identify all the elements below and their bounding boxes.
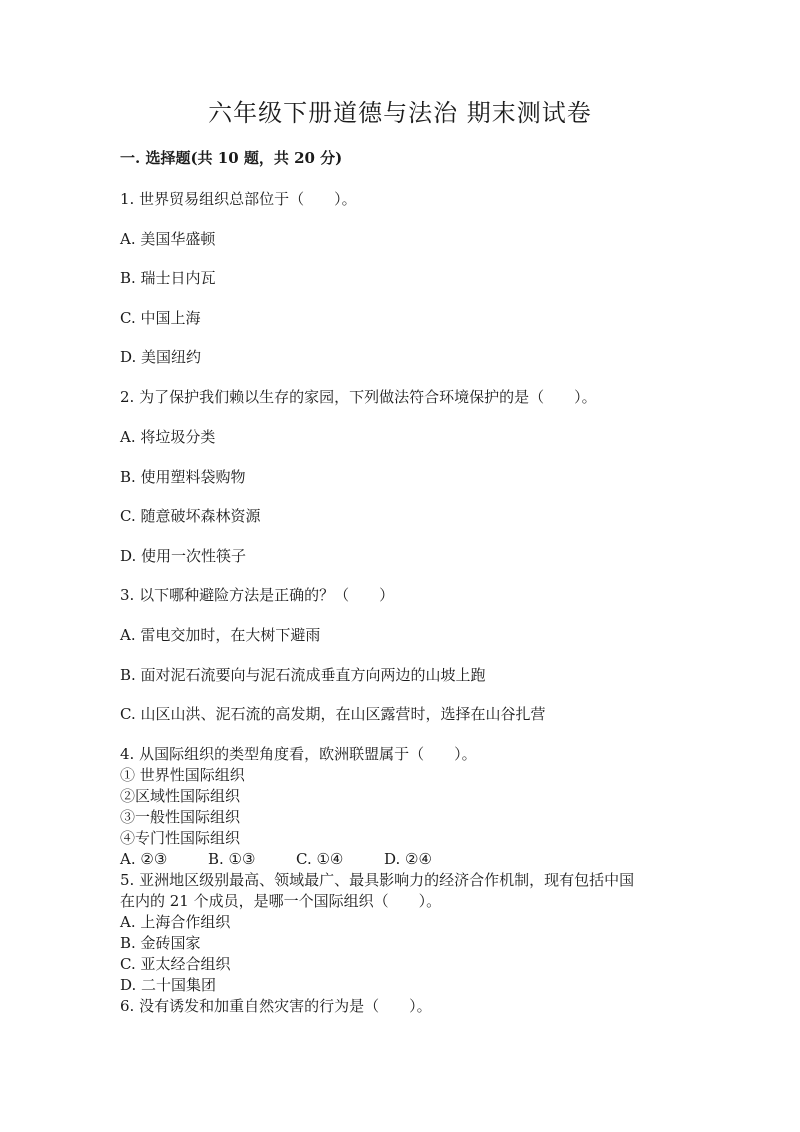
question-2-stem: 2. 为了保护我们赖以生存的家园，下列做法符合环境保护的是（ ）。 (120, 388, 597, 406)
section-heading: 一. 选择题(共 10 题，共 20 分) (120, 149, 343, 167)
question-4-item-2: ②区域性国际组织 (120, 787, 241, 805)
question-1-option-c: C. 中国上海 (120, 309, 201, 327)
question-4-item-1: ① 世界性国际组织 (120, 766, 245, 784)
question-2-option-c: C. 随意破坏森林资源 (120, 507, 261, 525)
question-4-options (120, 849, 432, 869)
question-3-option-c: C. 山区山洪、泥石流的高发期，在山区露营时，选择在山谷扎营 (120, 705, 546, 723)
question-4-option-c: C. ①④ (296, 850, 344, 868)
question-1-stem: 1. 世界贸易组织总部位于（ ）。 (120, 190, 357, 208)
question-4-option-b: B. ①③ (208, 850, 256, 868)
question-5-option-b: B. 金砖国家 (120, 934, 201, 952)
question-1-option-d: D. 美国纽约 (120, 348, 202, 366)
page-title: 六年级下册道德与法治 期末测试卷 (208, 99, 592, 127)
question-5-option-a: A. 上海合作组织 (120, 913, 231, 931)
question-5-option-c: C. 亚太经合组织 (120, 955, 231, 973)
question-4-item-4: ④专门性国际组织 (120, 829, 241, 847)
question-1-option-a: A. 美国华盛顿 (120, 230, 216, 248)
question-4-item-3: ③一般性国际组织 (120, 808, 241, 826)
question-3-option-b: B. 面对泥石流要向与泥石流成垂直方向两边的山坡上跑 (120, 666, 486, 684)
question-2-option-b: B. 使用塑料袋购物 (120, 468, 246, 486)
question-3-option-a: A. 雷电交加时，在大树下避雨 (120, 626, 321, 644)
question-3-stem: 3. 以下哪种避险方法是正确的？（ ） (120, 586, 395, 604)
question-4-stem: 4. 从国际组织的类型角度看，欧洲联盟属于（ ）。 (120, 745, 477, 763)
question-6-stem: 6. 没有诱发和加重自然灾害的行为是（ ）。 (120, 997, 432, 1015)
question-5-stem-line-2: 在内的 21 个成员，是哪一个国际组织（ ）。 (120, 892, 442, 910)
question-4-option-a: A. ②③ (120, 850, 168, 868)
question-2-option-d: D. 使用一次性筷子 (120, 547, 247, 565)
question-5-stem-line-1: 5. 亚洲地区级别最高、领域最广、最具影响力的经济合作机制，现有包括中国 (120, 871, 635, 889)
question-4-option-d: D. ②④ (384, 850, 432, 868)
question-2-option-a: A. 将垃圾分类 (120, 428, 216, 446)
question-1-option-b: B. 瑞士日内瓦 (120, 269, 216, 287)
question-5-option-d: D. 二十国集团 (120, 976, 217, 994)
